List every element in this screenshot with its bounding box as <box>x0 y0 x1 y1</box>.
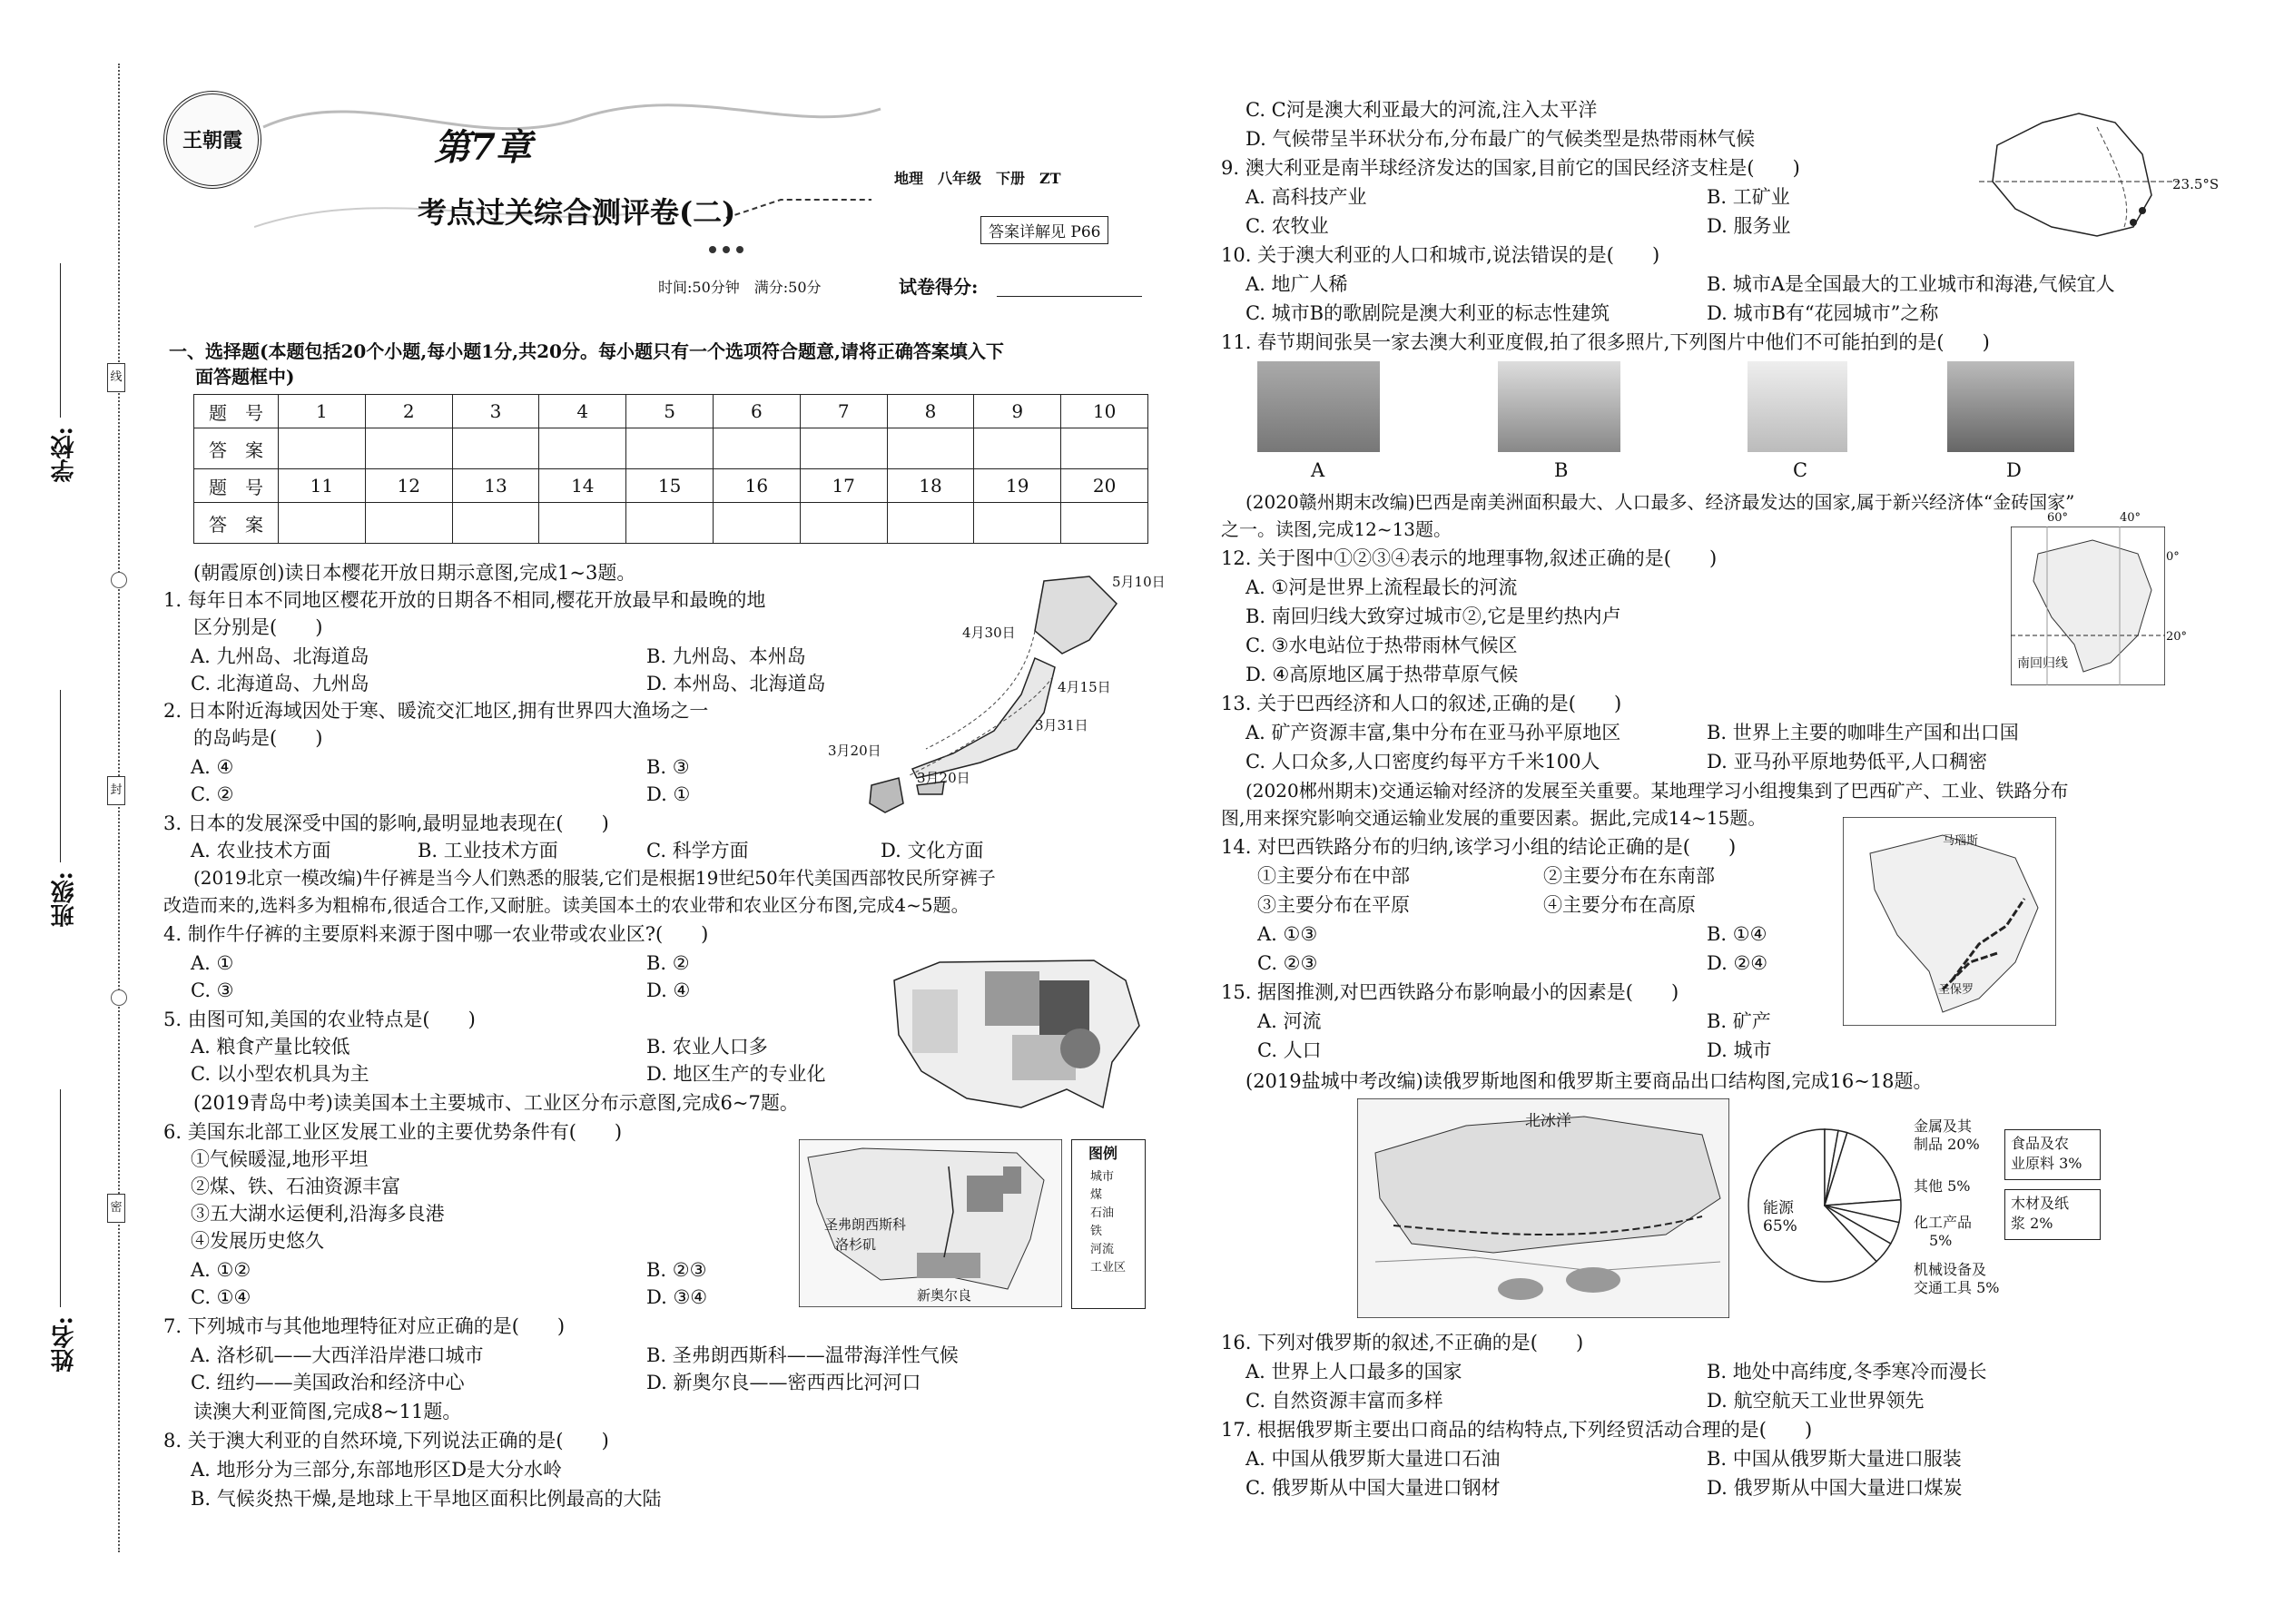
section1-heading: 一、选择题(本题包括20个小题,每小题1分,共20分。每小题只有一个选项符合题意,请将正确答案填入下 <box>169 340 1004 362</box>
option-13D[interactable]: D. 亚马孙平原地势低平,人口稠密 <box>1707 751 1988 773</box>
option-14C[interactable]: C. ②③ <box>1257 952 1318 974</box>
name-input-line[interactable] <box>60 1089 61 1307</box>
question-number: 6 <box>713 395 800 428</box>
seal-mark-seal: 封 <box>107 776 125 805</box>
q6-statement-3: ③五大湖水运便利,沿海多良港 <box>191 1203 445 1225</box>
question-11: 11. 春节期间张昊一家去澳大利亚度假,拍了很多照片,下列图片中他们不可能拍到的是( ) <box>1221 331 1990 353</box>
q14-statement-2: ②主要分布在东南部 <box>1543 865 1715 887</box>
question-9: 9. 澳大利亚是南半球经济发达的国家,目前它的国民经济支柱是( ) <box>1221 157 1800 179</box>
pie-label-metal: 金属及其 <box>1914 1117 1973 1135</box>
option-8C[interactable]: C. C河是澳大利亚最大的河流,注入太平洋 <box>1245 99 1598 121</box>
australia-map <box>1979 109 2179 245</box>
question-6: 6. 美国东北部工业区发展工业的主要优势条件有( ) <box>163 1121 623 1143</box>
option-12C[interactable]: C. ③水电站位于热带雨林气候区 <box>1245 635 1518 656</box>
option-10A[interactable]: A. 地广人稀 <box>1245 273 1348 295</box>
photo-label-d[interactable]: D <box>2006 459 2022 481</box>
question-number: 2 <box>365 395 452 428</box>
intro-q8-11: 读澳大利亚简图,完成8~11题。 <box>193 1401 462 1422</box>
us-agriculture-map <box>885 953 1148 1117</box>
option-9A[interactable]: A. 高科技产业 <box>1245 186 1367 208</box>
option-3B[interactable]: B. 工业技术方面 <box>418 840 558 861</box>
legend-item: 河流 <box>1090 1243 1115 1256</box>
brazil-lat: 20° <box>2166 630 2188 644</box>
option-12D[interactable]: D. ④高原地区属于热带草原气候 <box>1245 664 1519 685</box>
answer-cell[interactable] <box>626 428 714 469</box>
photo-label-b[interactable]: B <box>1554 459 1569 481</box>
answer-grid <box>193 394 1148 544</box>
binding-line <box>118 64 120 1552</box>
row-label: 答 案 <box>194 428 279 469</box>
answer-cell[interactable] <box>365 503 452 544</box>
question-10: 10. 关于澳大利亚的人口和城市,说法错误的是( ) <box>1221 244 1660 266</box>
option-17C[interactable]: C. 俄罗斯从中国大量进口钢材 <box>1245 1477 1501 1499</box>
question-number: 12 <box>365 469 452 503</box>
question-number: 8 <box>887 395 974 428</box>
answer-cell[interactable] <box>626 503 714 544</box>
option-2D[interactable]: D. ① <box>646 783 691 805</box>
question-number: 3 <box>452 395 539 428</box>
option-7D[interactable]: D. 新奥尔良——密西西比河河口 <box>646 1372 921 1393</box>
option-1D[interactable]: D. 本州岛、北海道岛 <box>646 673 826 694</box>
question-7: 7. 下列城市与其他地理特征对应正确的是( ) <box>163 1315 566 1337</box>
q6-statement-1: ①气候暖湿,地形平坦 <box>191 1148 369 1170</box>
option-14B[interactable]: B. ①④ <box>1707 923 1767 945</box>
question-1: 1. 每年日本不同地区樱花开放的日期各不相同,樱花开放最早和最晚的地 <box>163 589 766 611</box>
answer-cell[interactable] <box>800 428 887 469</box>
kangaroo-photo <box>1748 361 1847 452</box>
question-16: 16. 下列对俄罗斯的叙述,不正确的是( ) <box>1221 1332 1584 1353</box>
option-10B[interactable]: B. 城市A是全国最大的工业城市和海港,气候宜人 <box>1707 273 2115 295</box>
option-5A[interactable]: A. 粮食产量比较低 <box>191 1036 350 1058</box>
legend-item: 铁 <box>1090 1225 1103 1238</box>
option-2B[interactable]: B. ③ <box>646 756 690 778</box>
option-6C[interactable]: C. ①④ <box>191 1286 251 1308</box>
answer-cell[interactable] <box>713 503 800 544</box>
answer-cell[interactable] <box>1061 503 1148 544</box>
legend-title: 图例 <box>1088 1145 1118 1162</box>
option-2C[interactable]: C. ② <box>191 783 234 805</box>
answer-cell[interactable] <box>974 503 1061 544</box>
question-number: 1 <box>279 395 366 428</box>
option-15A[interactable]: A. 河流 <box>1257 1010 1322 1032</box>
answer-cell[interactable] <box>539 503 626 544</box>
option-16D[interactable]: D. 航空航天工业世界领先 <box>1707 1390 1925 1412</box>
seal-mark-line: 线 <box>107 363 125 392</box>
answer-cell[interactable] <box>800 503 887 544</box>
legend-item: 石油 <box>1090 1206 1115 1220</box>
pie-label-chem-value: 5% <box>1929 1232 1953 1249</box>
q14-statement-4: ④主要分布在高原 <box>1543 894 1696 916</box>
question-number: 9 <box>974 395 1061 428</box>
option-16A[interactable]: A. 世界上人口最多的国家 <box>1245 1361 1462 1383</box>
option-6D[interactable]: D. ③④ <box>646 1286 708 1308</box>
japan-date-label: 3月20日 <box>917 770 970 786</box>
legend-item: 工业区 <box>1090 1261 1127 1275</box>
option-1B[interactable]: B. 九州岛、本州岛 <box>646 645 806 667</box>
punch-hole <box>111 572 127 588</box>
exam-title: 考点过关综合测评卷(二) <box>418 195 736 230</box>
row-label: 题 号 <box>194 395 279 428</box>
japan-date-label: 3月20日 <box>828 743 881 759</box>
intro-q6-7: (2019青岛中考)读美国本土主要城市、工业区分布示意图,完成6~7题。 <box>193 1092 799 1114</box>
option-15D[interactable]: D. 城市 <box>1707 1039 1772 1061</box>
q6-statement-4: ④发展历史悠久 <box>191 1230 324 1252</box>
option-3C[interactable]: C. 科学方面 <box>646 840 749 861</box>
pie-label-other: 其他 5% <box>1914 1177 1971 1195</box>
question-4: 4. 制作牛仔裤的主要原料来源于图中哪一农业带或农业区?( ) <box>163 923 709 945</box>
punch-hole <box>111 989 127 1006</box>
option-6B[interactable]: B. ②③ <box>646 1259 707 1281</box>
answer-cell[interactable] <box>365 428 452 469</box>
option-16C[interactable]: C. 自然资源丰富而多样 <box>1245 1390 1443 1412</box>
photo-label-c[interactable]: C <box>1793 459 1808 481</box>
answer-cell[interactable] <box>974 428 1061 469</box>
intro-q16-18: (2019盐城中考改编)读俄罗斯地图和俄罗斯主要商品出口结构图,完成16~18题。 <box>1245 1070 1933 1092</box>
question-15: 15. 据图推测,对巴西铁路分布影响最小的因素是( ) <box>1221 981 1679 1003</box>
q14-statement-3: ③主要分布在平原 <box>1257 894 1410 916</box>
option-8A[interactable]: A. 地形分为三部分,东部地形区D是大分水岭 <box>191 1459 563 1481</box>
question-number: 16 <box>713 469 800 503</box>
answer-grid-num-row <box>194 469 1148 503</box>
pie-callout-wood <box>2004 1189 2101 1240</box>
question-number: 4 <box>539 395 626 428</box>
option-14D[interactable]: D. ②④ <box>1707 952 1768 974</box>
emu-photo <box>1947 361 2074 452</box>
question-number: 15 <box>626 469 714 503</box>
class-input-line[interactable] <box>60 690 61 862</box>
japan-date-label: 3月31日 <box>1035 717 1088 733</box>
time-score: 时间:50分钟 满分:50分 <box>658 279 822 296</box>
answer-cell[interactable] <box>887 428 974 469</box>
school-label: 学校: <box>51 427 78 483</box>
option-13C[interactable]: C. 人口众多,人口密度约每平方千米100人 <box>1245 751 1600 773</box>
option-17D[interactable]: D. 俄罗斯从中国大量进口煤炭 <box>1707 1477 1963 1499</box>
us-city-no: 新奥尔良 <box>917 1287 972 1304</box>
option-2A[interactable]: A. ④ <box>191 756 234 778</box>
question-number: 5 <box>626 395 714 428</box>
question-12: 12. 关于图中①②③④表示的地理事物,叙述正确的是( ) <box>1221 547 1718 569</box>
option-16B[interactable]: B. 地处中高纬度,冬季寒冷而漫长 <box>1707 1361 1987 1383</box>
japan-date-label: 5月10日 <box>1112 574 1166 590</box>
option-15C[interactable]: C. 人口 <box>1257 1039 1322 1061</box>
score-input[interactable] <box>997 296 1142 297</box>
us-city-la: 洛杉矶 <box>835 1236 877 1253</box>
option-7A[interactable]: A. 洛杉矶——大西洋沿岸港口城市 <box>191 1344 484 1366</box>
answer-cell[interactable] <box>539 428 626 469</box>
option-6A[interactable]: A. ①② <box>191 1259 251 1281</box>
option-4B[interactable]: B. ② <box>646 952 690 974</box>
koala-photo <box>1257 361 1380 452</box>
answer-grid-ans-row <box>194 503 1148 544</box>
japan-date-label: 4月15日 <box>1058 679 1111 695</box>
row-label: 答 案 <box>194 503 279 544</box>
class-label: 班级: <box>51 871 78 928</box>
intro-q4-5: (2019北京一模改编)牛仔裤是当今人们熟悉的服装,它们是根据19世纪50年代美国西部牧民所穿裤子 <box>193 867 996 889</box>
answer-cell[interactable] <box>452 428 539 469</box>
intro-q12-13: (2020赣州期末改编)巴西是南美洲面积最大、人口最多、经济最发达的国家,属于新兴经济体“金砖国家” <box>1245 491 2075 513</box>
question-number: 18 <box>887 469 974 503</box>
brazil-city-saopaulo: 圣保罗 <box>1938 983 1974 997</box>
score-label: 试卷得分: <box>899 276 979 298</box>
australia-lat: 23.5°S <box>2172 176 2220 192</box>
option-1A[interactable]: A. 九州岛、北海道岛 <box>191 645 369 667</box>
seal-mark-secret: 密 <box>107 1194 125 1223</box>
option-17A[interactable]: A. 中国从俄罗斯大量进口石油 <box>1245 1448 1501 1470</box>
penguin-photo <box>1498 361 1620 452</box>
intro-q12-13-cont: 之一。读图,完成12~13题。 <box>1221 518 1452 540</box>
photo-label-a[interactable]: A <box>1311 459 1325 481</box>
option-10D[interactable]: D. 城市B有“花园城市”之称 <box>1707 302 1939 324</box>
q6-statement-2: ②煤、铁、石油资源丰富 <box>191 1176 400 1197</box>
option-14A[interactable]: A. ①③ <box>1257 923 1318 945</box>
brand-logo <box>163 91 261 189</box>
brazil-city-manaus: 马瑙斯 <box>1943 834 1979 848</box>
option-5B[interactable]: B. 农业人口多 <box>646 1036 768 1058</box>
option-15B[interactable]: B. 矿产 <box>1707 1010 1771 1032</box>
intro-q14-15-cont: 图,用来探究影响交通运输业发展的重要因素。据此,完成14~15题。 <box>1221 807 1767 829</box>
option-5D[interactable]: D. 地区生产的专业化 <box>646 1063 826 1085</box>
pie-label-mach: 机械设备及 <box>1914 1261 1987 1278</box>
option-9C[interactable]: C. 农牧业 <box>1245 215 1329 237</box>
answer-reference: 答案详解见 P66 <box>980 216 1108 244</box>
pie-label-food-value: 业原料 3% <box>2011 1155 2082 1172</box>
question-number: 11 <box>279 469 366 503</box>
option-1C[interactable]: C. 北海道岛、九州岛 <box>191 673 369 694</box>
brazil-lat: 0° <box>2166 550 2180 564</box>
question-5: 5. 由图可知,美国的农业特点是( ) <box>163 1009 476 1030</box>
option-4A[interactable]: A. ① <box>191 952 234 974</box>
pie-label-wood-value: 浆 2% <box>2011 1215 2053 1232</box>
japan-date-label: 4月30日 <box>962 625 1016 641</box>
answer-cell[interactable] <box>279 428 366 469</box>
question-13: 13. 关于巴西经济和人口的叙述,正确的是( ) <box>1221 693 1622 714</box>
option-9B[interactable]: B. 工矿业 <box>1707 186 1790 208</box>
question-number: 20 <box>1061 469 1148 503</box>
tropic-label: 南回归线 <box>2017 656 2068 671</box>
option-9D[interactable]: D. 服务业 <box>1707 215 1791 237</box>
option-12A[interactable]: A. ①河是世界上流程最长的河流 <box>1245 576 1518 598</box>
option-13B[interactable]: B. 世界上主要的咖啡生产国和出口国 <box>1707 722 2019 743</box>
pie-label-chem: 化工产品 <box>1914 1214 1973 1231</box>
brazil-lon: 60° <box>2047 511 2069 525</box>
question-number: 14 <box>539 469 626 503</box>
option-7B[interactable]: B. 圣弗朗西斯科——温带海洋性气候 <box>646 1344 959 1366</box>
pie-label-mach-value: 交通工具 5% <box>1914 1279 2000 1296</box>
us-city-sf: 圣弗朗西斯科 <box>824 1216 907 1233</box>
option-13A[interactable]: A. 矿产资源丰富,集中分布在亚马孙平原地区 <box>1245 722 1621 743</box>
option-10C[interactable]: C. 城市B的歌剧院是澳大利亚的标志性建筑 <box>1245 302 1610 324</box>
question-number: 13 <box>452 469 539 503</box>
legend-item: 城市 <box>1090 1170 1115 1184</box>
pie-label-energy: 能源 <box>1763 1199 1794 1217</box>
pie-label-energy-value: 65% <box>1763 1217 1797 1235</box>
pie-label-food: 食品及农 <box>2011 1135 2070 1152</box>
option-17B[interactable]: B. 中国从俄罗斯大量进口服装 <box>1707 1448 1962 1470</box>
logo-text: 王朝霞 <box>182 129 242 153</box>
question-number: 19 <box>974 469 1061 503</box>
question-number: 17 <box>800 469 887 503</box>
intro-q4-5-cont: 改造而来的,选料多为粗棉布,很适合工作,又耐脏。读美国本土的农业带和农业区分布图,完成4~5题。 <box>163 894 970 916</box>
option-3A[interactable]: A. 农业技术方面 <box>191 840 331 861</box>
answer-cell[interactable] <box>1061 428 1148 469</box>
option-7C[interactable]: C. 纽约——美国政治和经济中心 <box>191 1372 465 1393</box>
answer-cell[interactable] <box>279 503 366 544</box>
intro-q14-15: (2020郴州期末)交通运输对经济的发展至关重要。某地理学习小组搜集到了巴西矿产、工业、铁路分布 <box>1245 780 2069 802</box>
option-4C[interactable]: C. ③ <box>191 979 234 1001</box>
option-8D[interactable]: D. 气候带呈半环状分布,分布最广的气候类型是热带雨林气候 <box>1245 128 1756 150</box>
option-5C[interactable]: C. 以小型农机具为主 <box>191 1063 369 1085</box>
question-2-cont: 的岛屿是( ) <box>193 727 323 749</box>
row-label: 题 号 <box>194 469 279 503</box>
answer-grid-num-row <box>194 395 1148 428</box>
answer-grid-ans-row <box>194 428 1148 469</box>
pie-label-wood: 木材及纸 <box>2011 1195 2070 1212</box>
option-12B[interactable]: B. 南回归线大致穿过城市②,它是里约热内卢 <box>1245 605 1621 627</box>
answer-cell[interactable] <box>887 503 974 544</box>
us-map-legend <box>1071 1139 1146 1309</box>
pie-label-metal-value: 制品 20% <box>1914 1136 1980 1153</box>
school-input-line[interactable] <box>60 263 61 418</box>
question-number: 10 <box>1061 395 1148 428</box>
meta-tags: 地理 八年级 下册 ZT <box>894 170 1061 187</box>
option-4D[interactable]: D. ④ <box>646 979 691 1001</box>
question-17: 17. 根据俄罗斯主要出口商品的结构特点,下列经贸活动合理的是( ) <box>1221 1419 1813 1441</box>
answer-cell[interactable] <box>452 503 539 544</box>
chapter-title: 第7章 <box>434 126 532 169</box>
question-3: 3. 日本的发展深受中国的影响,最明显地表现在( ) <box>163 812 609 834</box>
q14-statement-1: ①主要分布在中部 <box>1257 865 1410 887</box>
question-number: 7 <box>800 395 887 428</box>
brazil-lon: 40° <box>2120 511 2141 525</box>
option-8B[interactable]: B. 气候炎热干燥,是地球上干旱地区面积比例最高的大陆 <box>191 1488 662 1510</box>
pie-callout-food <box>2004 1129 2101 1180</box>
option-3D[interactable]: D. 文化方面 <box>881 840 984 861</box>
question-8: 8. 关于澳大利亚的自然环境,下列说法正确的是( ) <box>163 1430 609 1452</box>
arctic-ocean-label: 北冰洋 <box>1525 1112 1571 1130</box>
question-1-cont: 区分别是( ) <box>193 616 323 638</box>
section1-heading-cont: 面答题框中) <box>195 366 295 388</box>
answer-cell[interactable] <box>713 428 800 469</box>
question-2: 2. 日本附近海域因处于寒、暖流交汇地区,拥有世界四大渔场之一 <box>163 700 709 722</box>
intro-q1-3: (朝霞原创)读日本樱花开放日期示意图,完成1~3题。 <box>193 562 636 584</box>
name-label: 姓名: <box>51 1316 78 1373</box>
legend-item: 煤 <box>1090 1188 1103 1202</box>
question-14: 14. 对巴西铁路分布的归纳,该学习小组的结论正确的是( ) <box>1221 836 1737 858</box>
